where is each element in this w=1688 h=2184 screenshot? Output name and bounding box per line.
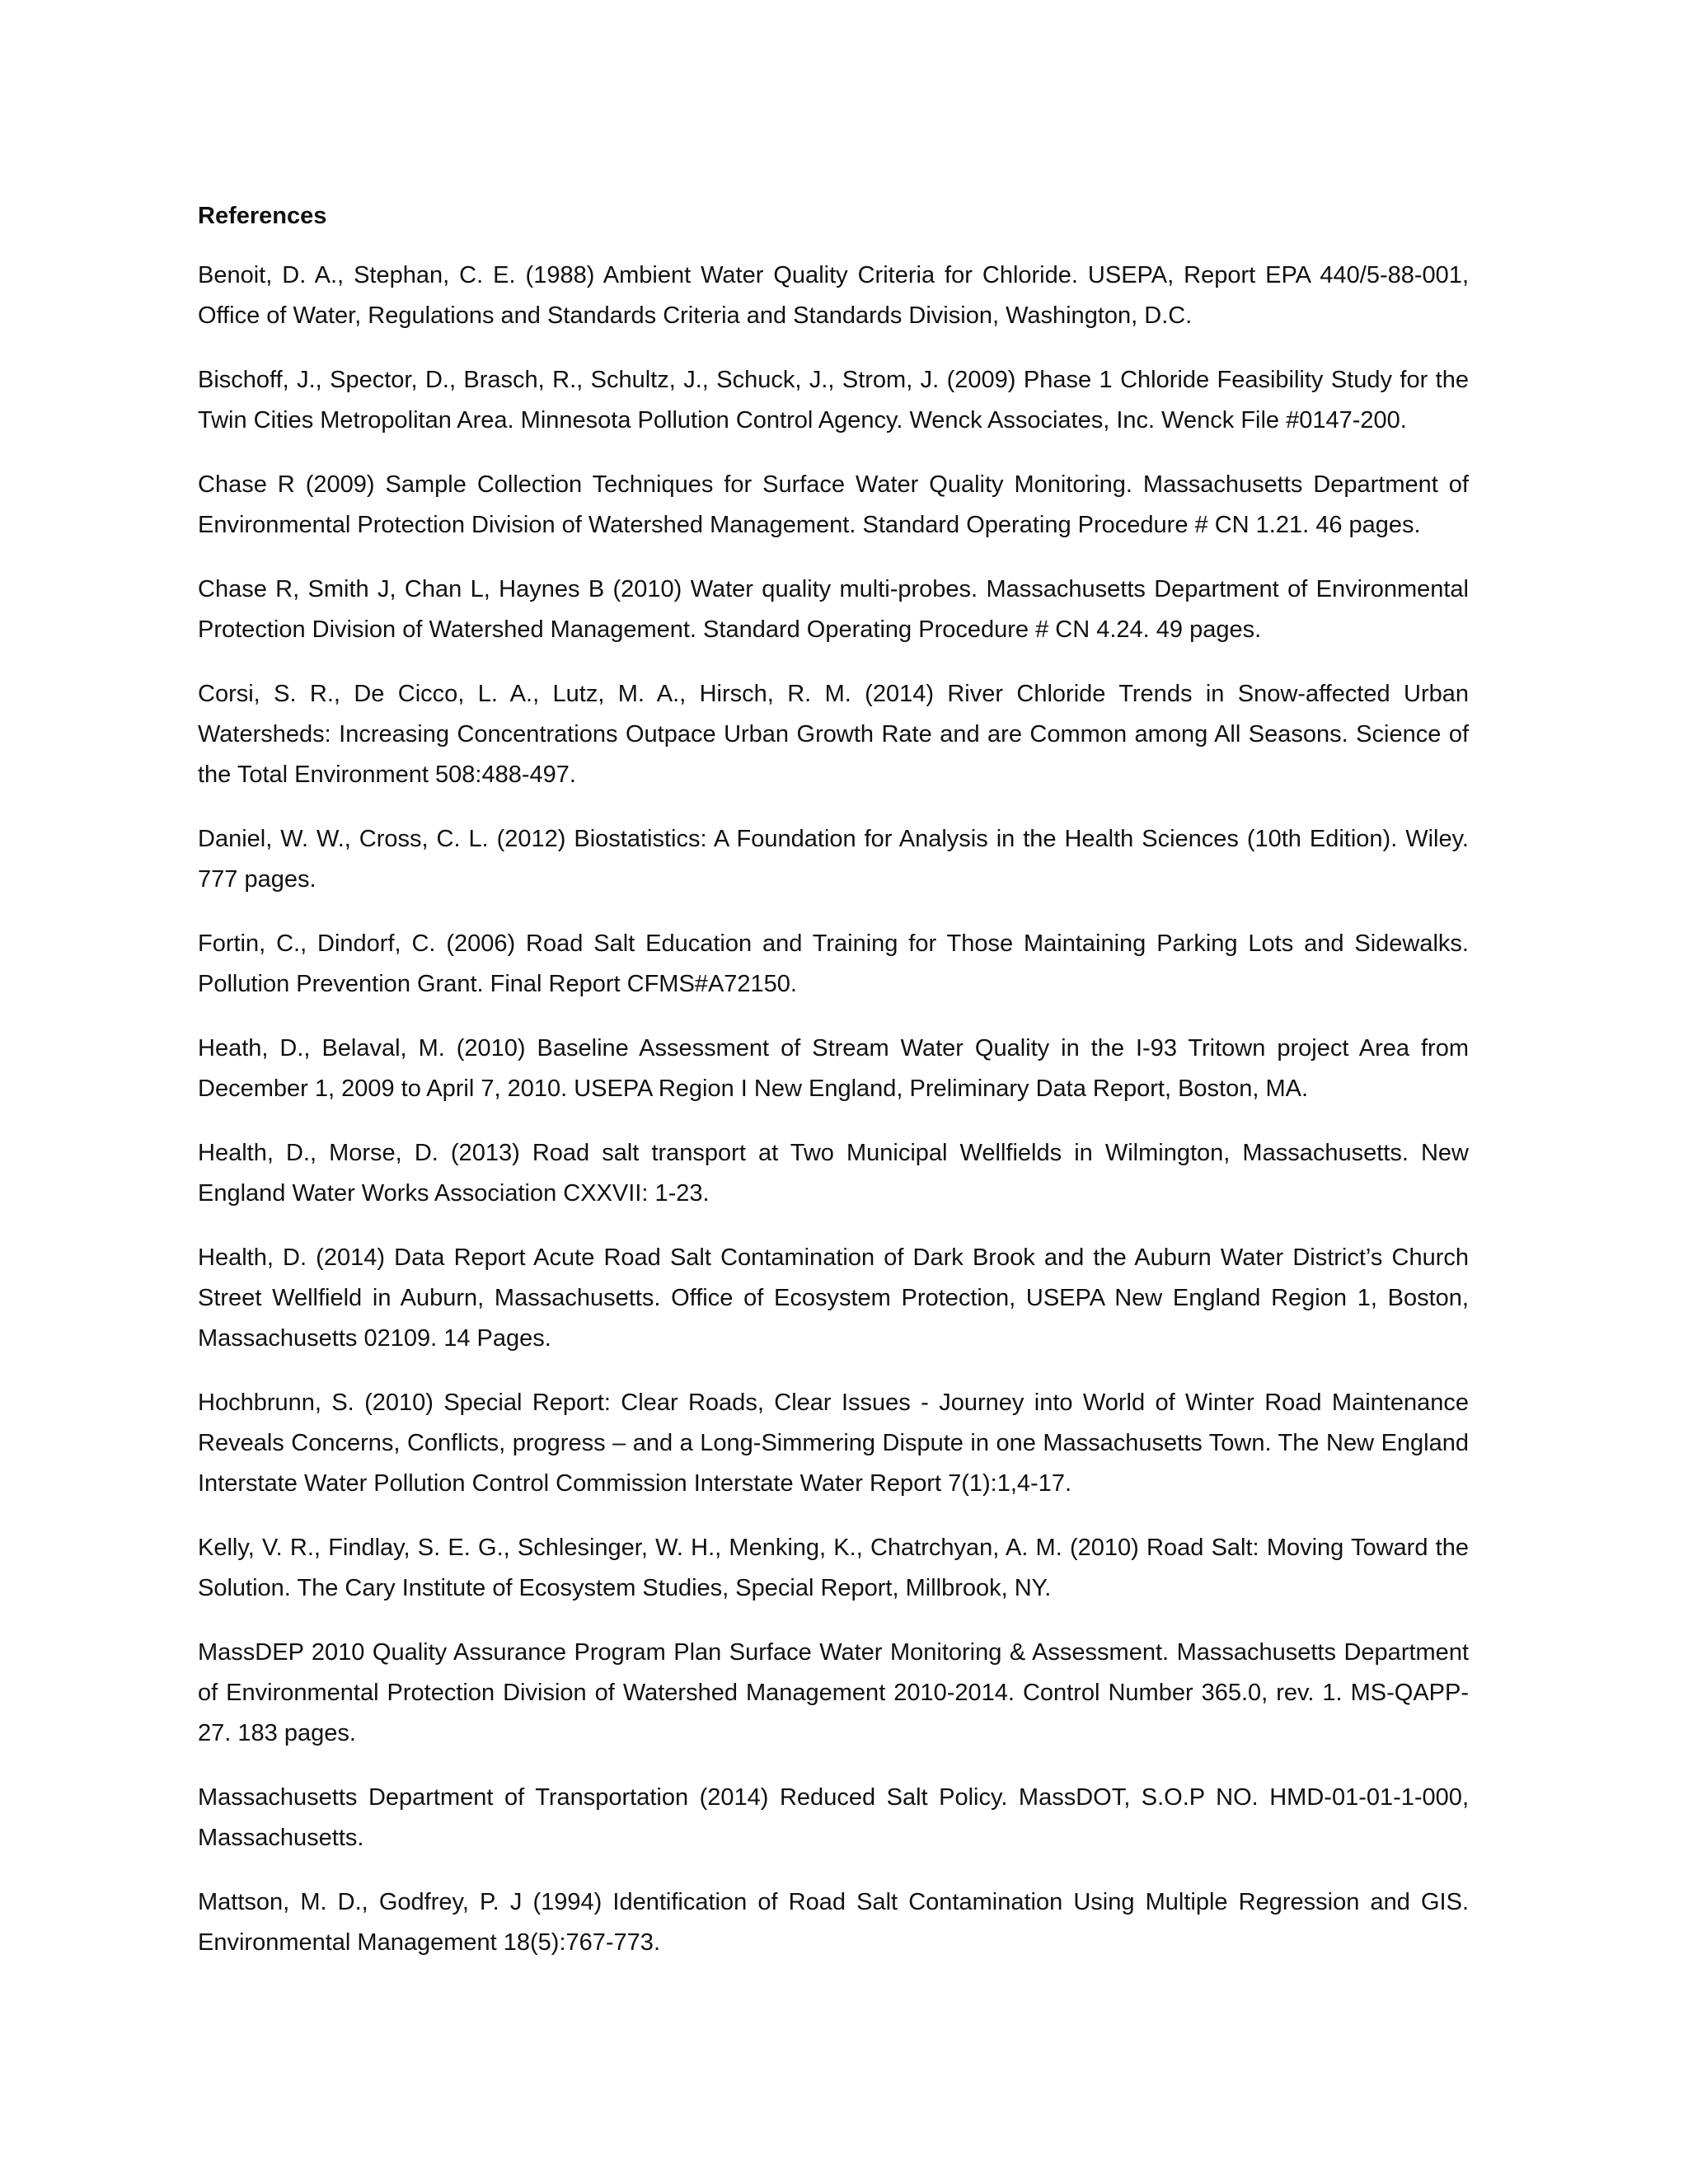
reference-entry: Hochbrunn, S. (2010) Special Report: Clear Roads, Clear Issues - Journey into World of Winter Road Maintenance Reveals Concerns, Conflicts, progress – and a Long-Simmering Dispute in one Massachusetts Town. The New England Interstate Water Pollution Control Commission Interstate Water Report 7(1):1,4-17. <box>198 1390 1469 1497</box>
reference-entry: Chase R (2009) Sample Collection Techniques for Surface Water Quality Monitoring. Massachusetts Department of Environmental Protection Division of Watershed Management. Standard Operating Procedure # CN 1.21. 46 pages. <box>198 471 1469 538</box>
reference-entry: Bischoff, J., Spector, D., Brasch, R., Schultz, J., Schuck, J., Strom, J. (2009) Phase 1 Chloride Feasibility Study for the Twin Cities Metropolitan Area. Minnesota Pollution Control Agency. Wenck Associates, Inc. Wenck File #0147-200. <box>198 367 1469 434</box>
reference-entry: Mattson, M. D., Godfrey, P. J (1994) Identification of Road Salt Contamination Using Multiple Regression and GIS. Environmental Management 18(5):767-773. <box>198 1889 1469 1956</box>
reference-entry: Heath, D., Belaval, M. (2010) Baseline Assessment of Stream Water Quality in the I-93 Tritown project Area from December 1, 2009 to April 7, 2010. USEPA Region I New England, Preliminary Data Report, Boston, MA. <box>198 1035 1469 1102</box>
reference-entry: Kelly, V. R., Findlay, S. E. G., Schlesinger, W. H., Menking, K., Chatrchyan, A. M. (2010) Road Salt: Moving Toward the Solution. The Cary Institute of Ecosystem Studies, Special Report, Millbrook, NY. <box>198 1535 1469 1601</box>
reference-entry: MassDEP 2010 Quality Assurance Program Plan Surface Water Monitoring & Assessment. Massachusetts Department of Environmental Protection Division of Watershed Management 2010-2014. Control Number 365.0, rev. 1. MS-QAPP-27. 183 pages. <box>198 1639 1469 1746</box>
reference-entry: Health, D., Morse, D. (2013) Road salt transport at Two Municipal Wellfields in Wilmington, Massachusetts. New England Water Works Association CXXVII: 1-23. <box>198 1140 1469 1207</box>
reference-entry: Massachusetts Department of Transportation (2014) Reduced Salt Policy. MassDOT, S.O.P NO. HMD-01-01-1-000, Massachusetts. <box>198 1784 1469 1851</box>
reference-entry: Health, D. (2014) Data Report Acute Road Salt Contamination of Dark Brook and the Auburn Water District’s Church Street Wellfield in Auburn, Massachusetts. Office of Ecosystem Protection, USEPA New England Region 1, Boston, Massachusetts 02109. 14 Pages. <box>198 1244 1469 1352</box>
page-content <box>198 198 1469 1963</box>
reference-entry: Fortin, C., Dindorf, C. (2006) Road Salt Education and Training for Those Maintaining Parking Lots and Sidewalks. Pollution Prevention Grant. Final Report CFMS#A72150. <box>198 930 1469 997</box>
reference-entry: Daniel, W. W., Cross, C. L. (2012) Biostatistics: A Foundation for Analysis in the Health Sciences (10th Edition). Wiley. 777 pages. <box>198 826 1469 893</box>
reference-entry: Chase R, Smith J, Chan L, Haynes B (2010) Water quality multi-probes. Massachusetts Department of Environmental Protection Division of Watershed Management. Standard Operating Procedure # CN 4.24. 49 pages. <box>198 576 1469 643</box>
reference-entry: Corsi, S. R., De Cicco, L. A., Lutz, M. A., Hirsch, R. M. (2014) River Chloride Trends in Snow-affected Urban Watersheds: Increasing Concentrations Outpace Urban Growth Rate and are Common among All Seasons. Science of the Total Environment 508:488-497. <box>198 681 1469 788</box>
references-heading: References <box>198 203 327 229</box>
reference-list <box>198 255 1469 1963</box>
reference-entry: Benoit, D. A., Stephan, C. E. (1988) Ambient Water Quality Criteria for Chloride. USEPA, Report EPA 440/5-88-001, Office of Water, Regulations and Standards Criteria and Standards Division, Washington, D.C. <box>198 262 1469 329</box>
